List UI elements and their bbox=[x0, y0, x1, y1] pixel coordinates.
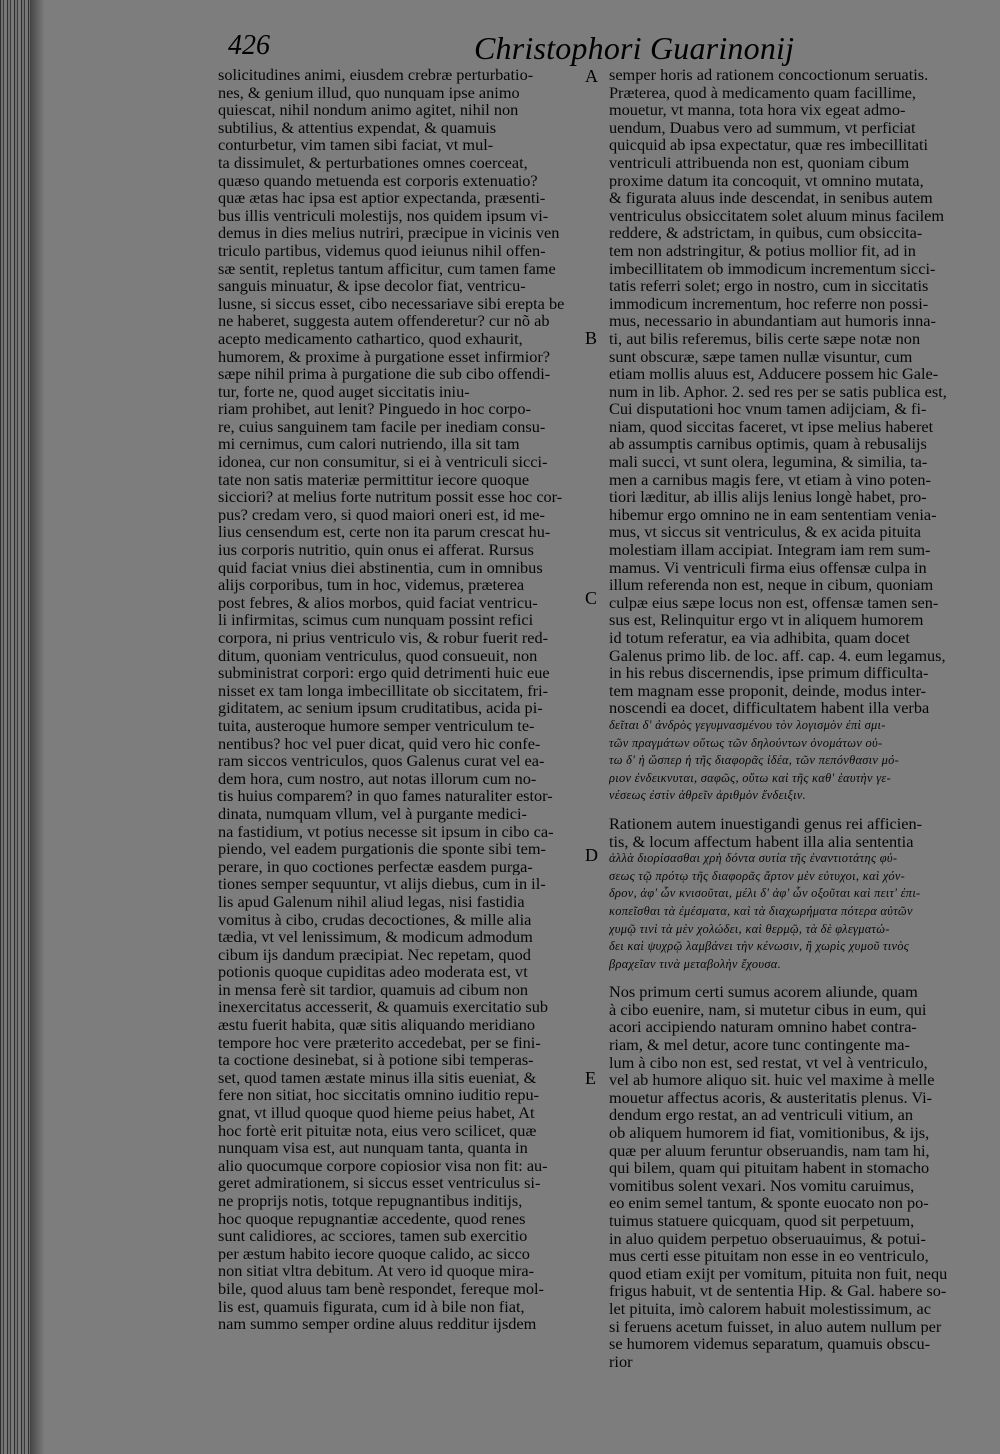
text-line: bus illis ventriculi molestijs, nos quidem ipsum vi- bbox=[218, 206, 549, 225]
page-number: 426 bbox=[228, 30, 270, 61]
text-line: ram siccos ventriculos, quos Galenus curat vel ea- bbox=[218, 752, 545, 770]
greek-quote-line: χυμῷ τινὶ τὰ μὲν χολώδει, καὶ θερμῷ, τὰ δὲ φλεγματώ- bbox=[609, 921, 890, 936]
text-line: frigus habuit, vt de sententia Hip. & Gal. habere so- bbox=[609, 1282, 947, 1300]
text-line: molestiam illam accipiat. Integram iam rem sum- bbox=[609, 541, 931, 559]
text-line: humorem, & proxime à purgatione esset infirmior? bbox=[218, 347, 551, 366]
text-line: gnat, vt illud quoque quod hieme peius habet, At bbox=[218, 1104, 535, 1122]
text-line: Nos primum certi sumus acorem aliunde, quam bbox=[609, 983, 918, 1001]
text-line: geret admirationem, si siccus esset ventriculus si- bbox=[218, 1174, 541, 1192]
text-line: corpora, ni prius ventriculo vis, & robur fuerit red- bbox=[218, 629, 549, 647]
margin-letter-b: B bbox=[585, 328, 598, 348]
margin-letter-a: A bbox=[585, 66, 598, 86]
text-line: uendum, Duabus vero ad summum, vt perficiat bbox=[609, 118, 916, 137]
text-line: nisset ex tam longa imbecillitate ob siccitatem, fri- bbox=[218, 681, 549, 700]
margin-letter-e: E bbox=[585, 1068, 596, 1088]
paragraph-gap bbox=[609, 973, 971, 983]
text-line: tædia, vt vel lenissimum, & modicum admodum bbox=[218, 928, 533, 946]
right-column bbox=[609, 66, 971, 1370]
text-line: in mensa ferè sit tardior, quamuis ad cibum non bbox=[218, 980, 528, 999]
text-line: qui bilem, quam qui pituitam habent in stomacho bbox=[609, 1159, 930, 1177]
text-line: nentibus? hoc vel puer dicat, quid vero hic confe- bbox=[218, 734, 541, 753]
text-line: mus, vt siccus sit ventriculus, & ex acida pituita bbox=[609, 523, 921, 542]
text-line: non sitiat vltra debitum. At vero id quoque mira- bbox=[218, 1262, 535, 1280]
margin-letter-d: D bbox=[585, 845, 598, 865]
text-line: sicciori? at melius forte nutritum possit esse hoc cor- bbox=[218, 488, 563, 506]
text-line: niam, quod siccitas faceret, vt ipse melius haberet bbox=[609, 417, 934, 436]
text-line: lis est, quamuis figurata, cum id à bile non fiat, bbox=[218, 1297, 525, 1316]
text-line: noscendi ea docet, difficultatem habent illa verba bbox=[609, 699, 930, 717]
text-line: Galenus primo lib. de loc. aff. cap. 4. eum legamus, bbox=[609, 646, 946, 665]
text-line: eo enim semel tantum, & sponte euocato non po- bbox=[609, 1194, 929, 1212]
text-line: li infirmitas, scimus cum nunquam possint refici bbox=[218, 611, 534, 629]
text-line: illum referenda non est, neque in cibum, quoniam bbox=[609, 576, 934, 594]
text-line: lum à cibo non est, sed restat, vt vel à ventriculo, bbox=[609, 1053, 928, 1072]
text-line: lius censendum est, certe non ita parum crescat hu- bbox=[218, 523, 551, 542]
text-line: semper horis ad rationem concoctionum seruatis. bbox=[609, 66, 929, 84]
left-column bbox=[218, 66, 584, 1333]
greek-quote-line: δρον, ἀφ' ὧν κνισοῦται, μέλι δ' ἀφ' ὧν οξοῦται καὶ πειτ' ἐπι- bbox=[609, 886, 921, 901]
text-line: idonea, cur non consumitur, si ei à ventriculi sicci- bbox=[218, 453, 548, 471]
text-line: mouetur, vt manna, tota hora vix egeat admo- bbox=[609, 101, 906, 119]
text-line: tur, forte ne, quod auget siccitatis iniu- bbox=[218, 382, 470, 401]
text-line: ob aliquem humorem id fiat, vomitionibus, & ijs, bbox=[609, 1124, 930, 1142]
text-line: inexercitatus accesserit, & quamuis exercitatio sub bbox=[218, 998, 549, 1017]
text-line: tate non satis materiæ permittitur iecore quoque bbox=[218, 470, 530, 489]
text-line: alijs corporibus, tum in hoc, videmus, præterea bbox=[218, 576, 525, 594]
text-line: culpæ eius sæpe locus non est, offensæ tamen sen- bbox=[609, 593, 939, 612]
text-line: tatis referri solet; ergo in nostro, cum in siccitatis bbox=[609, 277, 929, 295]
greek-quote-line: κοπεῖσθαι τὰ ἐμέσματα, καὶ τὰ διαχωρήματα πότερα αὐτῶν bbox=[609, 903, 913, 918]
text-line: dem hora, cum nostro, aut notas illorum cum no- bbox=[218, 769, 537, 788]
text-line: men a carnibus magis fere, vt etiam à vino poten- bbox=[609, 470, 931, 489]
text-line: per æstum habito iecore quoque calido, ac sicco bbox=[218, 1244, 530, 1263]
text-line: se humorem videmus separatum, quamuis obscu- bbox=[609, 1335, 931, 1353]
text-line: tiori læditur, ab illis alijs lenius longè habet, pro- bbox=[609, 488, 927, 506]
text-line: piendo, vel eadem purgationis die sponte sibi tem- bbox=[218, 840, 546, 858]
text-line: reddere, & adstrictam, in quibus, cum obsiccita- bbox=[609, 224, 923, 242]
text-line: mus, necessario in abundantiam aut humoris inna- bbox=[609, 312, 936, 330]
greek-quote-line: τῶν πραγμάτων οὕτως τῶν δηλούντων ὀνομάτων οὐ- bbox=[609, 735, 883, 750]
greek-quote-line: σεως τῷ πρότῳ τῆς διαφορᾶς ἄρτον μὲν εὐτυχοι, καὶ χόν- bbox=[609, 868, 906, 883]
text-line: ti, aut bilis referemus, bilis certe sæpe notæ non bbox=[609, 329, 921, 348]
text-line: tuita, austeroque humore semper ventriculum te- bbox=[218, 716, 535, 735]
paragraph-gap bbox=[609, 805, 971, 815]
text-line: vomitibus solent vexari. Nos vomitu caruimus, bbox=[609, 1176, 915, 1195]
text-line: mus certi esse pituitam non esse in eo ventriculo, bbox=[609, 1247, 929, 1265]
text-line: nes, & genium illud, quo nunquam ipse animo bbox=[218, 83, 520, 102]
text-line: ne haberet, suggesta autem offenderetur? cur nõ ab bbox=[218, 312, 550, 330]
text-line: tiones semper sequuntur, vt alijs diebus, cum in il- bbox=[218, 875, 546, 893]
text-line: Rationem autem inuestigandi genus rei afficien- bbox=[609, 814, 923, 833]
text-line: quicquid ab ipsa expectatur, quæ res imbecillitati bbox=[609, 136, 929, 154]
greek-quote-line: ριον ἐνδεικνυται, σαφῶς, οὕτω καὶ τῆς καθ' ἑαυτὴν γε- bbox=[609, 770, 891, 785]
text-line: riam prohibet, aut lenit? Pinguedo in hoc corpo- bbox=[218, 400, 531, 418]
text-line: tem non adstringitur, & potius mollior fit, ad in bbox=[609, 241, 916, 260]
text-line: perare, in quo coctiones perfectæ easdem purga- bbox=[218, 857, 533, 876]
text-line: in aluo quidem perpetuo obseruauimus, & potui- bbox=[609, 1229, 926, 1248]
text-line: Cui disputationi hoc vnum tamen adijciam, & fi- bbox=[609, 400, 927, 418]
text-line: acori accipiendo naturam omnino habet contra- bbox=[609, 1018, 917, 1037]
text-line: hibemur ergo omnino ne in eam sententiam venia- bbox=[609, 505, 937, 524]
text-line: tuimus statuere quicquam, quod sit perpetuum, bbox=[609, 1212, 915, 1230]
text-line: à cibo euenire, nam, si mutetur cibus in eum, qui bbox=[609, 1000, 927, 1019]
text-line: sanguis minuatur, & ipse decolor fiat, ventricu- bbox=[218, 277, 526, 295]
text-line: na fastidium, vt potius necesse sit ipsum in cibo ca- bbox=[218, 822, 554, 841]
text-line: demus in dies melius nutriri, præcipue in vicinis ven bbox=[218, 224, 560, 242]
text-line: ditum, quoniam ventriculus, quod consueuit, non bbox=[218, 646, 538, 665]
text-line: riam, & mel detur, acore tunc contingente ma- bbox=[609, 1036, 910, 1054]
text-line: re, cuius sanguinem tam facile per inediam consu- bbox=[218, 417, 546, 436]
page-header bbox=[228, 30, 958, 68]
text-line: ta dissimulet, & perturbationes omnes coerceat, bbox=[218, 153, 528, 172]
text-line: triculo partibus, videmus quod ieiunus nihil offen- bbox=[218, 241, 546, 260]
text-line: id totum referatur, ea via adhibita, quam docet bbox=[609, 629, 910, 647]
text-line: in his rebus discernendis, ipse primum difficulta- bbox=[609, 664, 929, 682]
text-line: subtilius, & attentius expendat, & quamuis bbox=[218, 118, 497, 137]
text-line: mouetur affectus acoris, & austeritatis plenus. Vi- bbox=[609, 1088, 933, 1107]
greek-quote-line: νέσεως ἐστὶν ἀθρεῖν ἀριθμὸν ἔνδειξιν. bbox=[609, 788, 807, 803]
text-line: sæ sentit, repletus tantum afficitur, cum tamen fame bbox=[218, 259, 556, 278]
text-line: immodicum incrementum, hoc referre non possi- bbox=[609, 294, 929, 313]
text-line: subministrat corpori: ergo quid detrimenti huic eue bbox=[218, 664, 550, 682]
text-line: æstu fuerit habita, quæ sitis aliquando meridiano bbox=[218, 1016, 535, 1034]
text-line: hoc fortè erit pituitæ nota, eius vero scilicet, quæ bbox=[218, 1121, 537, 1140]
greek-quote-line: τω δ' ἡ ὥσπερ ἡ τῆς διαφορᾶς ἰδέα, τῶν πεπόνθασιν μό- bbox=[609, 753, 900, 768]
text-line: quæ per aluum feruntur obseruandis, nam tam hi, bbox=[609, 1141, 930, 1160]
text-line: tem magnam esse proponit, deinde, modus inter- bbox=[609, 681, 927, 700]
text-line: sunt obscuræ, sæpe tamen nullæ visuntur, cum bbox=[609, 347, 913, 366]
text-line: sæpe nihil prima à purgatione die sub cibo offendi- bbox=[218, 365, 551, 383]
text-line: hoc quoque repugnantiæ accedente, quod renes bbox=[218, 1209, 526, 1228]
text-line: solicitudines animi, eiusdem crebræ perturbatio- bbox=[218, 66, 534, 84]
text-line: lusne, si siccus esset, cibo necessariave sibi erepta be bbox=[218, 294, 565, 313]
text-line: ab assumptis carnibus optimis, quam à rebusalijs bbox=[609, 435, 927, 454]
text-line: proxime datum ita concoquit, vt omnino mutata, bbox=[609, 171, 924, 190]
text-line: ius corporis nutritio, quin onus ei afferat. Rursus bbox=[218, 541, 534, 559]
running-head: Christophori Guarinonij bbox=[474, 30, 795, 66]
text-line: sunt calidiores, ac scciores, tamen sub exercitio bbox=[218, 1227, 528, 1245]
text-line: bile, quod aluus tam benè respondet, fereque mol- bbox=[218, 1279, 544, 1298]
binding-edge bbox=[0, 0, 30, 1454]
greek-quote-line: βραχεῖαν τινὰ μεταβολὴν ἔχουσα. bbox=[609, 956, 781, 971]
text-line: acepto medicamento cathartico, quod exhaurit, bbox=[218, 329, 523, 348]
greek-quote-line: δεῖται δ' ἀνδρὸς γεγυμνασμένου τὸν λογισμὸν ἐπὶ σμι- bbox=[609, 717, 886, 732]
text-line: tis, & locum affectum habent illa alia sententia bbox=[609, 832, 914, 851]
text-line: etiam mollis aluus est, Adducere possem hic Gale- bbox=[609, 365, 939, 383]
text-line: set, quod tamen æstate minus illa sitis eueniat, & bbox=[218, 1068, 537, 1087]
text-line: tis huius comparem? in quo fames naturaliter estor- bbox=[218, 787, 553, 805]
binding-shadow bbox=[30, 0, 44, 1454]
text-line: nunquam visa est, aut nunquam tanta, quanta in bbox=[218, 1139, 528, 1157]
text-line: quiescat, nihil nondum animo agitet, nihil non bbox=[218, 101, 519, 119]
text-line: Præterea, quod à medicamento quam facillime, bbox=[609, 83, 916, 102]
text-line: alio quocumque corpore copiosior visa non fit: au- bbox=[218, 1156, 548, 1175]
text-line: dendum ergo restat, an ad ventriculi vitium, an bbox=[609, 1106, 913, 1125]
text-line: dinata, numquam vllum, vel à purgante medici- bbox=[218, 804, 527, 823]
text-line: tempore hoc vere præterito accedebat, per se fini- bbox=[218, 1033, 541, 1052]
text-line: si feruens acetum fuisset, in aluo autem nullum per bbox=[609, 1317, 942, 1336]
text-line: giditatem, ac senium ipsum cruditatibus, acida pi- bbox=[218, 699, 543, 717]
text-line: nam summo semper ordine aluus redditur ijsdem bbox=[218, 1315, 537, 1333]
text-line: let pituita, imò calorem habuit molestissimum, ac bbox=[609, 1299, 931, 1318]
text-line: pus? credam vero, si quod maiori oneri est, id me- bbox=[218, 505, 545, 524]
text-line: num in lib. Aphor. 2. sed res per se satis publica est, bbox=[609, 382, 947, 401]
text-line: sus est, Relinquitur ergo vt in aliquem humorem bbox=[609, 611, 924, 629]
text-line: rior bbox=[609, 1352, 633, 1371]
text-line: ventriculi attribuenda non est, quoniam cibum bbox=[609, 153, 910, 172]
text-line: mamus. Vi ventriculi firma eius offensæ culpa in bbox=[609, 558, 927, 577]
text-line: lis apud Galenum nihil aliud legas, nisi fastidia bbox=[218, 892, 525, 911]
text-line: quæso quando metuenda est corporis extenuatio? bbox=[218, 171, 538, 190]
text-line: potionis quoque cupiditas adeo moderata est, vt bbox=[218, 963, 528, 981]
text-line: vomitus à cibo, crudas decoctiones, & mille alia bbox=[218, 910, 532, 929]
greek-quote-line: ἀλλὰ διορίσασθαι χρὴ δόντα συτία τῆς ἐναντιοτάτης φύ- bbox=[609, 851, 898, 866]
text-line: ventriculus obsiccitatem solet aluum minus facilem bbox=[609, 206, 945, 225]
text-line: & figurata aluus inde descendat, in senibus autem bbox=[609, 189, 933, 207]
text-line: cibum ijs dandum præcipiat. Nec repetam, quod bbox=[218, 945, 531, 964]
text-line: mali succi, vt sunt olera, legumina, & similia, ta- bbox=[609, 453, 928, 471]
greek-quote-line: δει καὶ ψυχρῷ λαμβάνει τὴν κένωσιν, ἢ χωρὶς χυμοῦ τινὸς bbox=[609, 939, 910, 954]
text-line: conturbetur, vim tamen sibi faciat, vt mul- bbox=[218, 136, 494, 154]
text-line: ne proprijs notis, totque repugnantibus inditijs, bbox=[218, 1192, 523, 1210]
text-line: post febres, & alios morbos, quid faciat ventricu- bbox=[218, 593, 538, 612]
text-line: imbecillitatem ob immodicum incrementum sicci- bbox=[609, 259, 936, 278]
text-line: vel ab humore aliquo sit. huic vel maxime à melle bbox=[609, 1071, 935, 1089]
text-line: fere non sitiat, hoc siccitatis omnino iuditio repu- bbox=[218, 1086, 540, 1105]
text-line: quæ ætas hac ipsa est aptior expectanda, præsenti- bbox=[218, 189, 546, 207]
text-line: ta coctione desinebat, si à potione sibi temperas- bbox=[218, 1051, 534, 1069]
text-line: quod etiam exijt per vomitum, pituita non fuit, nequ bbox=[609, 1264, 948, 1283]
text-line: quid faciat vnius diei abstinentia, cum in omnibus bbox=[218, 558, 543, 577]
margin-letter-c: C bbox=[585, 588, 598, 608]
text-line: mi cernimus, cum calori nutriendo, illa sit tam bbox=[218, 435, 520, 454]
